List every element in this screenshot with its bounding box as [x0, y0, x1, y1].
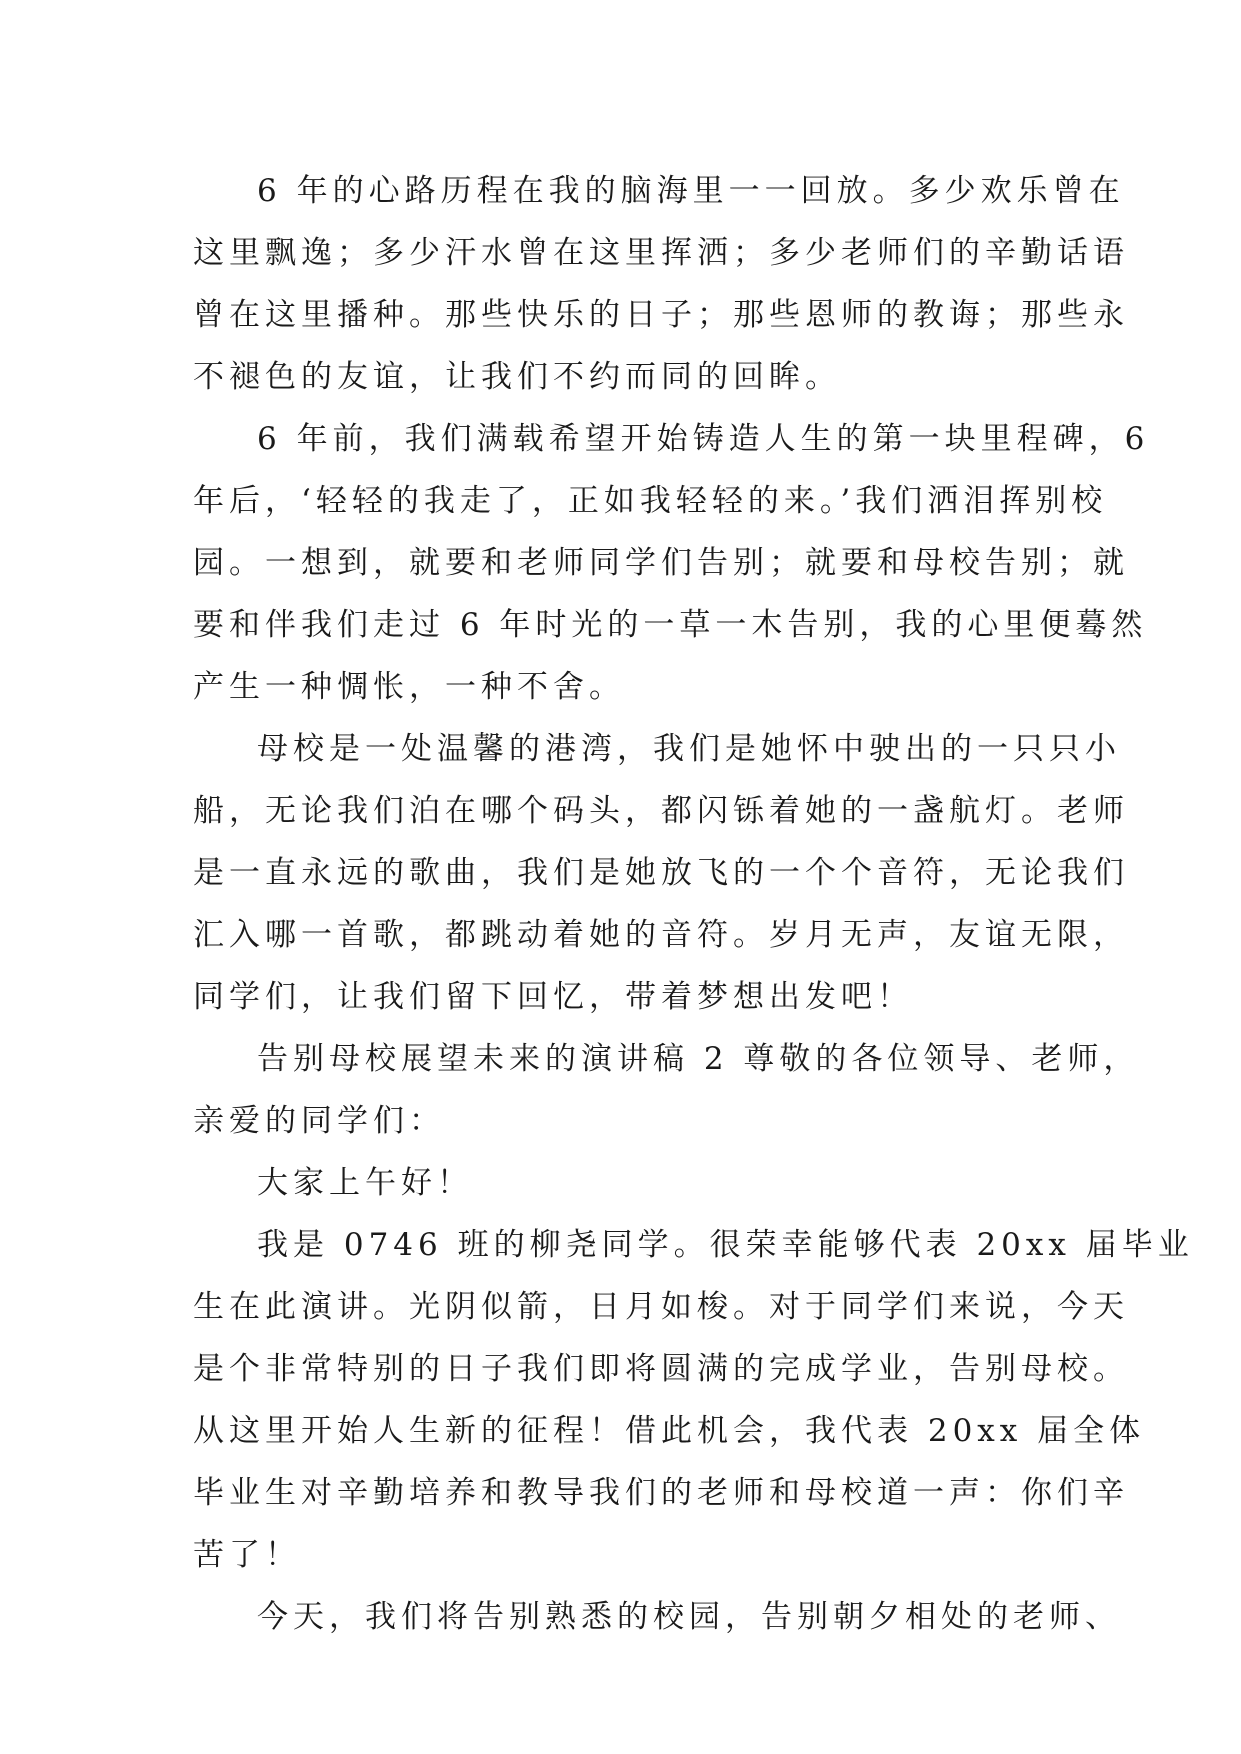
text-line: 不褪色的友谊，让我们不约而同的回眸。 [193, 359, 841, 395]
text-line: 年后，‘轻轻的我走了，正如我轻轻的来。’我们洒泪挥别校 [193, 483, 1108, 519]
text-line: 园。一想到，就要和老师同学们告别；就要和母校告别；就 [193, 545, 1129, 581]
text-line: 要和伴我们走过 6 年时光的一草一木告别，我的心里便蓦然 [193, 607, 1148, 643]
text-line: 大家上午好！ [257, 1165, 473, 1201]
text-line: 船，无论我们泊在哪个码头，都闪铄着她的一盏航灯。老师 [193, 793, 1129, 829]
text-line: 这里飘逸；多少汗水曾在这里挥洒；多少老师们的辛勤话语 [193, 235, 1129, 271]
text-line: 生在此演讲。光阴似箭，日月如梭。对于同学们来说，今天 [193, 1289, 1129, 1325]
text-line: 6 年的心路历程在我的脑海里一一回放。多少欢乐曾在 [257, 173, 1125, 209]
text-line: 是一直永远的歌曲，我们是她放飞的一个个音符，无论我们 [193, 855, 1129, 891]
document-page [193, 160, 1194, 1648]
text-line: 6 年前，我们满载希望开始铸造人生的第一块里程碑，6 [257, 421, 1150, 457]
text-line: 告别母校展望未来的演讲稿 2 尊敬的各位领导、老师， [257, 1041, 1140, 1077]
text-line: 汇入哪一首歌，都跳动着她的音符。岁月无声，友谊无限， [193, 917, 1129, 953]
text-line: 产生一种惆怅，一种不舍。 [193, 669, 625, 705]
text-line: 苦了！ [193, 1537, 301, 1573]
text-line: 今天，我们将告别熟悉的校园，告别朝夕相处的老师、 [257, 1599, 1121, 1635]
text-line: 毕业生对辛勤培养和教导我们的老师和母校道一声：你们辛 [193, 1475, 1129, 1511]
text-line: 我是 0746 班的柳尧同学。很荣幸能够代表 20xx 届毕业 [257, 1227, 1194, 1263]
text-line: 亲爱的同学们： [193, 1103, 445, 1139]
text-line: 曾在这里播种。那些快乐的日子；那些恩师的教诲；那些永 [193, 297, 1129, 333]
text-line: 母校是一处温馨的港湾，我们是她怀中驶出的一只只小 [257, 731, 1121, 767]
text-line: 是个非常特别的日子我们即将圆满的完成学业，告别母校。 [193, 1351, 1129, 1387]
text-line: 从这里开始人生新的征程！借此机会，我代表 20xx 届全体 [193, 1413, 1146, 1449]
text-line: 同学们，让我们留下回忆，带着梦想出发吧！ [193, 979, 913, 1015]
